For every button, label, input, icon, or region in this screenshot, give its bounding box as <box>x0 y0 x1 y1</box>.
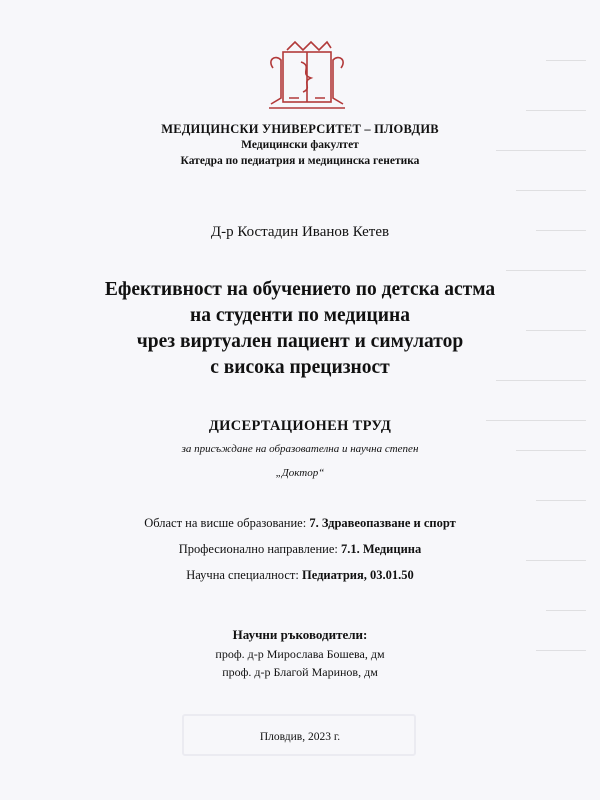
title-line: с висока прецизност <box>210 357 390 378</box>
faculty-name: Медицински факултет <box>241 139 359 151</box>
university-name: МЕДИЦИНСКИ УНИВЕРСИТЕТ – ПЛОВДИВ <box>161 122 439 136</box>
author-name: Д-р Костадин Иванов Кетев <box>210 224 390 240</box>
scientific-specialty <box>0 568 600 583</box>
specialty-label: Научна специалност: <box>186 568 299 582</box>
field-value: 7. Здравеопазване и спорт <box>309 516 456 530</box>
specialty-value: Педиатрия, 03.01.50 <box>301 568 414 582</box>
supervisor-name: проф. д-р Благой Маринов, дм <box>222 665 378 679</box>
degree-name: „Доктор“ <box>275 467 325 479</box>
title-line: Ефективност на обучението по детска астма <box>104 279 496 300</box>
direction-value: 7.1. Медицина <box>340 542 422 556</box>
field-of-education <box>0 516 600 531</box>
title-line: на студенти по медицина <box>190 305 410 326</box>
professional-direction <box>0 542 600 557</box>
direction-label: Професионално направление: <box>178 542 338 556</box>
supervisor-name: проф. д-р Мирослава Бошева, дм <box>215 647 385 661</box>
field-label: Област на висше образование: <box>144 516 307 530</box>
document-type: ДИСЕРТАЦИОНЕН ТРУД <box>208 418 392 434</box>
show-through-text <box>470 0 600 800</box>
supervisors-heading: Научни ръководители: <box>232 627 368 642</box>
university-crest-icon <box>265 38 349 114</box>
department-name: Катедра по педиатрия и медицинска генетика <box>180 155 420 167</box>
title-line: чрез виртуален пациент и симулатор <box>136 331 464 352</box>
dissertation-title <box>0 277 600 381</box>
degree-purpose: за присъждане на образователна и научна степен <box>181 443 419 455</box>
city-year: Пловдив, 2023 г. <box>259 731 341 743</box>
